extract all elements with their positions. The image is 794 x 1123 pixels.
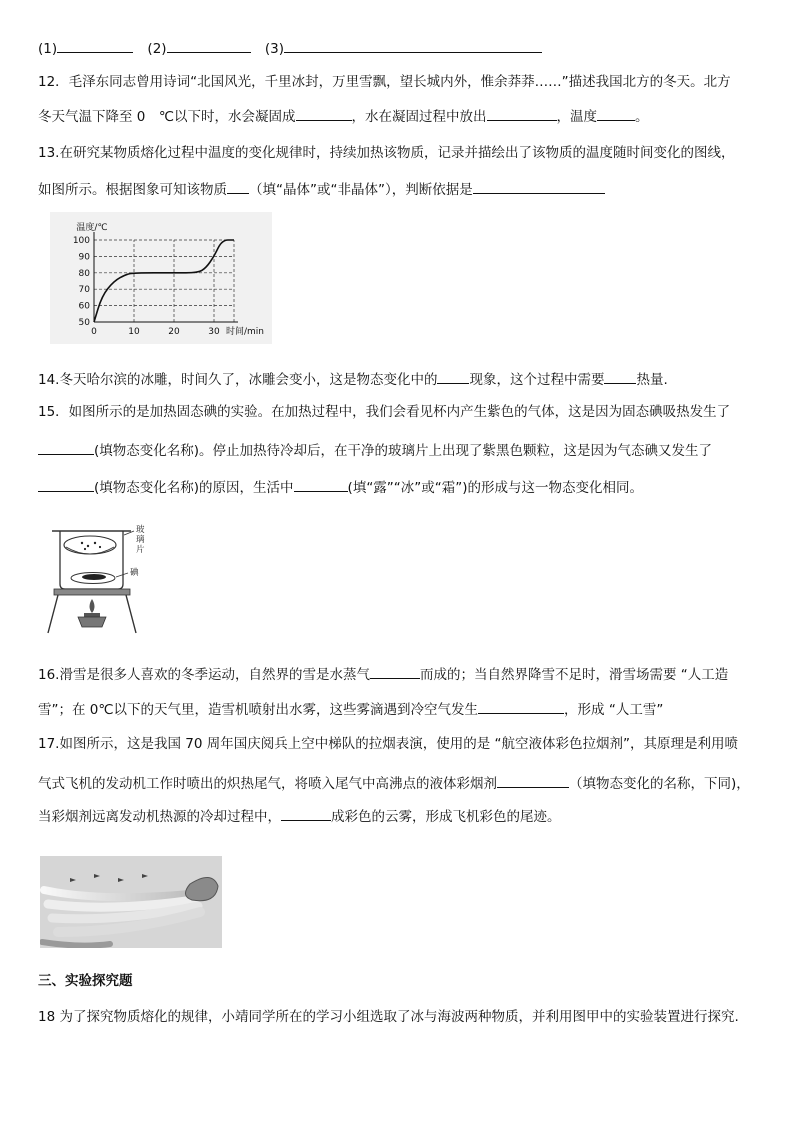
y-tick-label: 90 — [78, 252, 90, 263]
q13-line-1: 13.在研究某物质熔化过程中温度的变化规律时，持续加热该物质，记录并描绘出了该物质的温度随时间变化的图线， — [38, 145, 735, 161]
label-iodine: 碘 — [130, 568, 139, 578]
q15-line-1: 15．如图所示的是加热固态碘的实验。在加热过程中，我们会看见杯内产生紫色的气体，这是因为固态碘吸热发生了 — [38, 404, 731, 420]
q12-text-a: 冬天气温下降至 0 ℃以下时，水会凝固成 — [38, 109, 296, 125]
q17-line-2 — [38, 773, 750, 793]
q11-blanks — [38, 38, 542, 58]
alcohol-lamp — [78, 617, 106, 627]
y-tick-label: 60 — [78, 301, 90, 312]
q12-text-b: ，水在凝固过程中放出 — [351, 109, 487, 125]
q16-text-1a: 16.滑雪是很多人喜欢的冬季运动，自然界的雪是水蒸气 — [38, 667, 370, 683]
y-tick-label: 70 — [78, 285, 90, 296]
aerobatic-smoke-photo — [40, 856, 222, 948]
q12-blank-2[interactable] — [487, 106, 557, 121]
q17-text-3b: 成彩色的云雾，形成飞机彩色的尾迹。 — [331, 809, 561, 825]
y-tick-label: 80 — [78, 268, 90, 279]
q11-label-3: (3) — [264, 41, 284, 57]
q17-line-3 — [38, 806, 561, 826]
q17-text-2b: （填物态变化的名称，下同)， — [569, 776, 750, 792]
q15-blank-1[interactable] — [38, 440, 94, 455]
x-tick-label: 30 — [208, 327, 220, 337]
iodine-heating-figure — [38, 521, 158, 637]
x-tick-label: 0 — [91, 327, 97, 337]
label-glass-slide: 玻璃片 — [136, 525, 145, 555]
q16-blank-1[interactable] — [370, 664, 420, 679]
q17-blank-1[interactable] — [497, 773, 569, 788]
x-tick-label: 20 — [168, 327, 180, 337]
q12-blank-3[interactable] — [597, 106, 635, 121]
q12-blank-1[interactable] — [296, 106, 352, 121]
q15-blank-2[interactable] — [38, 477, 94, 492]
q17-text-3a: 当彩烟剂远离发动机热源的冷却过程中， — [38, 809, 281, 825]
q11-label-2: (2) — [147, 41, 167, 57]
temperature-time-chart — [50, 212, 272, 344]
q18-line-1: 18 为了探究物质熔化的规律，小靖同学所在的学习小组选取了冰与海波两种物质，并利用图甲中的实验装置进行探究. — [38, 1009, 739, 1025]
q11-blank-1[interactable] — [57, 38, 133, 53]
y-tick-label: 100 — [72, 236, 90, 246]
q15-text-3b: (填“露”“冰”或“霜”)的形成与这一物态变化相同。 — [347, 480, 644, 496]
q16-text-2b: ，形成 “人工雪” — [564, 702, 664, 718]
q15-text-3a: (填物态变化名称)的原因，生活中 — [94, 480, 294, 496]
section-title: 三、实验探究题 — [38, 973, 133, 989]
q12-text-d: 。 — [635, 109, 649, 125]
q12-line-2 — [38, 106, 649, 126]
q13-blank-1[interactable] — [227, 179, 249, 194]
q13-text-b: （填“晶体”或“非晶体”），判断依据是 — [249, 182, 473, 198]
q16-text-1b: 而成的；当自然界降雪不足时，滑雪场需要 “人工造 — [419, 667, 729, 683]
q17-blank-2[interactable] — [281, 806, 331, 821]
q11-blank-3[interactable] — [284, 38, 542, 53]
q13-line-2 — [38, 179, 605, 199]
q13-text-a: 如图所示。根据图象可知该物质 — [38, 182, 227, 198]
wire-gauze — [54, 589, 130, 595]
q12-line-1: 12．毛泽东同志曾用诗词“北国风光，千里冰封，万里雪飘，望长城内外，惟余莽莽……”描述我国北方的冬天。北方 — [38, 74, 731, 90]
q12-text-c: ，温度 — [556, 109, 598, 125]
q14-text-a: 14.冬天哈尔滨的冰雕，时间久了，冰雕会变小，这是物态变化中的 — [38, 372, 438, 388]
glass-plate — [64, 536, 116, 554]
q14-blank-2[interactable] — [604, 369, 636, 384]
x-axis-label: 时间/min — [226, 327, 265, 337]
q11-blank-2[interactable] — [167, 38, 251, 53]
q14-text-c: 热量. — [636, 372, 668, 388]
q11-label-1: (1) — [38, 41, 58, 57]
iodine-particles — [81, 542, 101, 550]
q15-line-2 — [38, 440, 712, 460]
q14-blank-1[interactable] — [437, 369, 469, 384]
q16-text-2a: 雪”；在 0℃以下的天气里，造雪机喷射出水雾，这些雾滴遇到冷空气发生 — [38, 702, 479, 718]
q15-text-2: (填物态变化名称)。停止加热待冷却后，在干净的玻璃片上出现了紫黑色颗粒，这是因为气态碘又发生了 — [94, 443, 713, 459]
q14-text-b: 现象，这个过程中需要 — [469, 372, 605, 388]
q15-blank-3[interactable] — [294, 477, 348, 492]
q16-blank-2[interactable] — [478, 699, 564, 714]
q16-line-2 — [38, 699, 663, 719]
q17-text-2a: 气式飞机的发动机工作时喷出的炽热尾气，将喷入尾气中高沸点的液体彩烟剂 — [38, 776, 497, 792]
q16-line-1 — [38, 664, 728, 684]
solid-iodine — [82, 574, 106, 580]
y-axis-label: 温度/℃ — [76, 223, 108, 233]
q17-line-1: 17.如图所示，这是我国 70 周年国庆阅兵上空中梯队的拉烟表演，使用的是 “航空液体彩色拉烟剂”，其原理是利用喷 — [38, 736, 739, 752]
x-tick-label: 10 — [128, 327, 140, 337]
q15-line-3 — [38, 477, 643, 497]
flame — [90, 599, 95, 613]
y-tick-label: 50 — [78, 318, 90, 328]
q13-blank-2[interactable] — [473, 179, 605, 194]
q14-line — [38, 369, 668, 389]
